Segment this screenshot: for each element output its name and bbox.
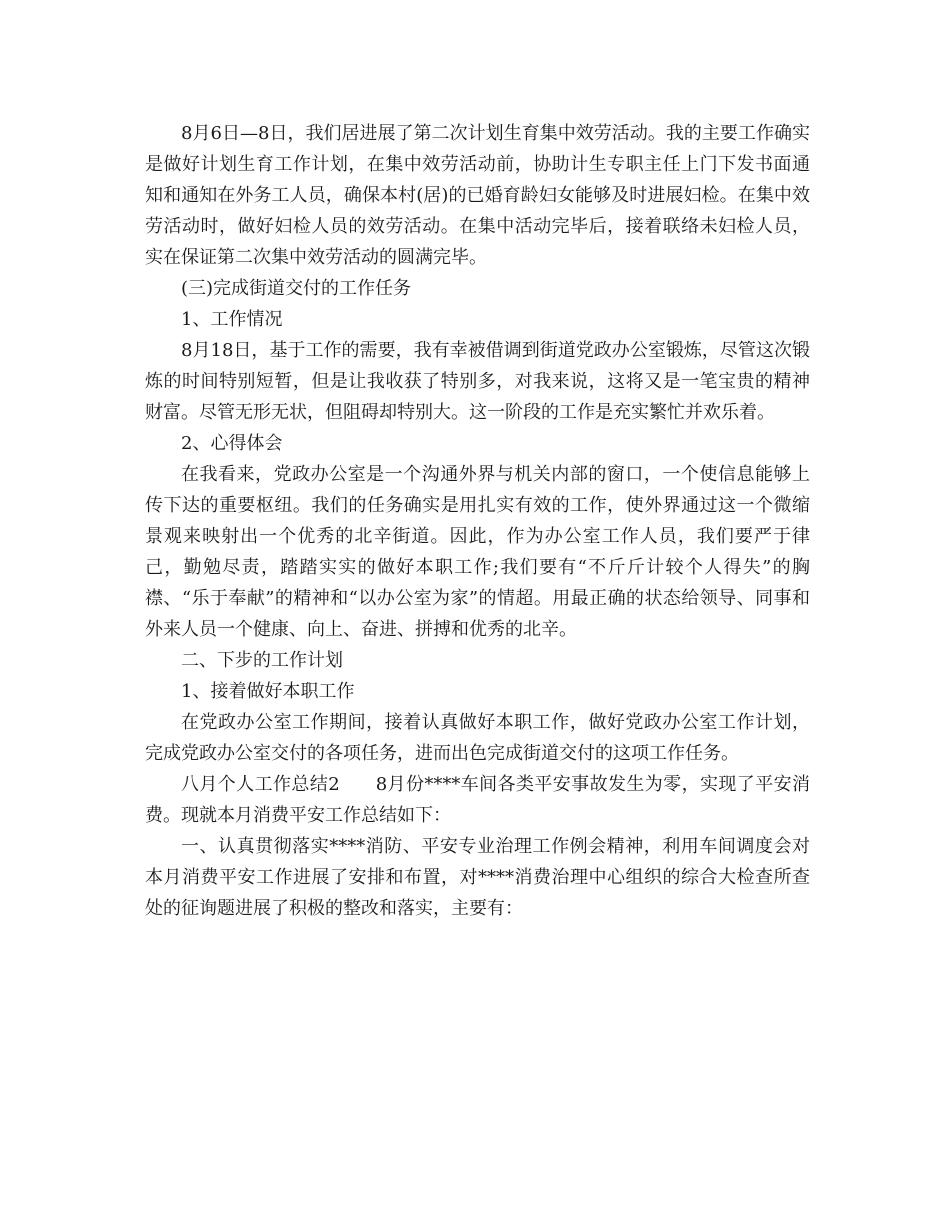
heading-next-plan: 二、下步的工作计划: [181, 650, 343, 671]
heading-continue-work: 1、接着做好本职工作: [181, 681, 355, 702]
paragraph-experience: 在我看来，党政办公室是一个沟通外界与机关内部的窗口，一个使信息能够上传下达的重要枢纽。我们的任务确实是用扎实有效的工作，使外界通过这一个微缩景观来映射出一个优秀的北辛街道。因此，作为办公室工作人员，我们要严于律己，勤勉尽责，踏踏实实的做好本职工作;我们要有“不斤斤计较个人得失”的胸襟、“乐于奉献”的精神和“以办公室为家”的情超。用最正确的状态给领导、同事和外来人员一个健康、向上、奋进、拼搏和优秀的北辛。: [145, 464, 810, 640]
paragraph-continue-work: 在党政办公室工作期间，接着认真做好本职工作，做好党政办公室工作计划，完成党政办公室交付的各项任务，进而出色完成街道交付的这项工作任务。: [145, 712, 810, 764]
paragraph-monthly-summary: [145, 769, 810, 831]
paragraph-work-situation: 8月18日，基于工作的需要，我有幸被借调到街道党政办公室锻炼，尽管这次锻炼的时间特别短暂，但是让我收获了特别多，对我来说，这将又是一笔宝贵的精神财富。尽管无形无状，但阻碍却特别大。这一阶段的工作是充实繁忙并欢乐着。: [145, 340, 810, 423]
heading-work-situation: 1、工作情况: [181, 309, 283, 330]
paragraph-service-activity: 8月6日—8日，我们居进展了第二次计划生育集中效劳活动。我的主要工作确实是做好计划生育工作计划，在集中效劳活动前，协助计生专职主任上门下发书面通知和通知在外务工人员，确保本村(居)的已婚育龄妇女能够及时进展妇检。在集中效劳活动时，做好妇检人员的效劳活动。在集中活动完毕后，接着联络未妇检人员，实在保证第二次集中效劳活动的圆满完毕。: [145, 123, 810, 268]
summary-title: 八月个人工作总结2: [181, 774, 340, 795]
heading-street-tasks: (三)完成街道交付的工作任务: [181, 278, 412, 299]
document-body: [145, 118, 810, 924]
heading-experience: 2、心得体会: [181, 433, 283, 454]
paragraph-safety-implementation: 一、认真贯彻落实****消防、平安专业治理工作例会精神，利用车间调度会对本月消费平安工作进展了安排和布置，对****消费治理中心组织的综合大检查所查处的征询题进展了积极的整改和落实，主要有：: [145, 836, 810, 919]
summary-body: 8月份****车间各类平安事故发生为零，实现了平安消费。现就本月消费平安工作总结如下：: [145, 774, 811, 826]
